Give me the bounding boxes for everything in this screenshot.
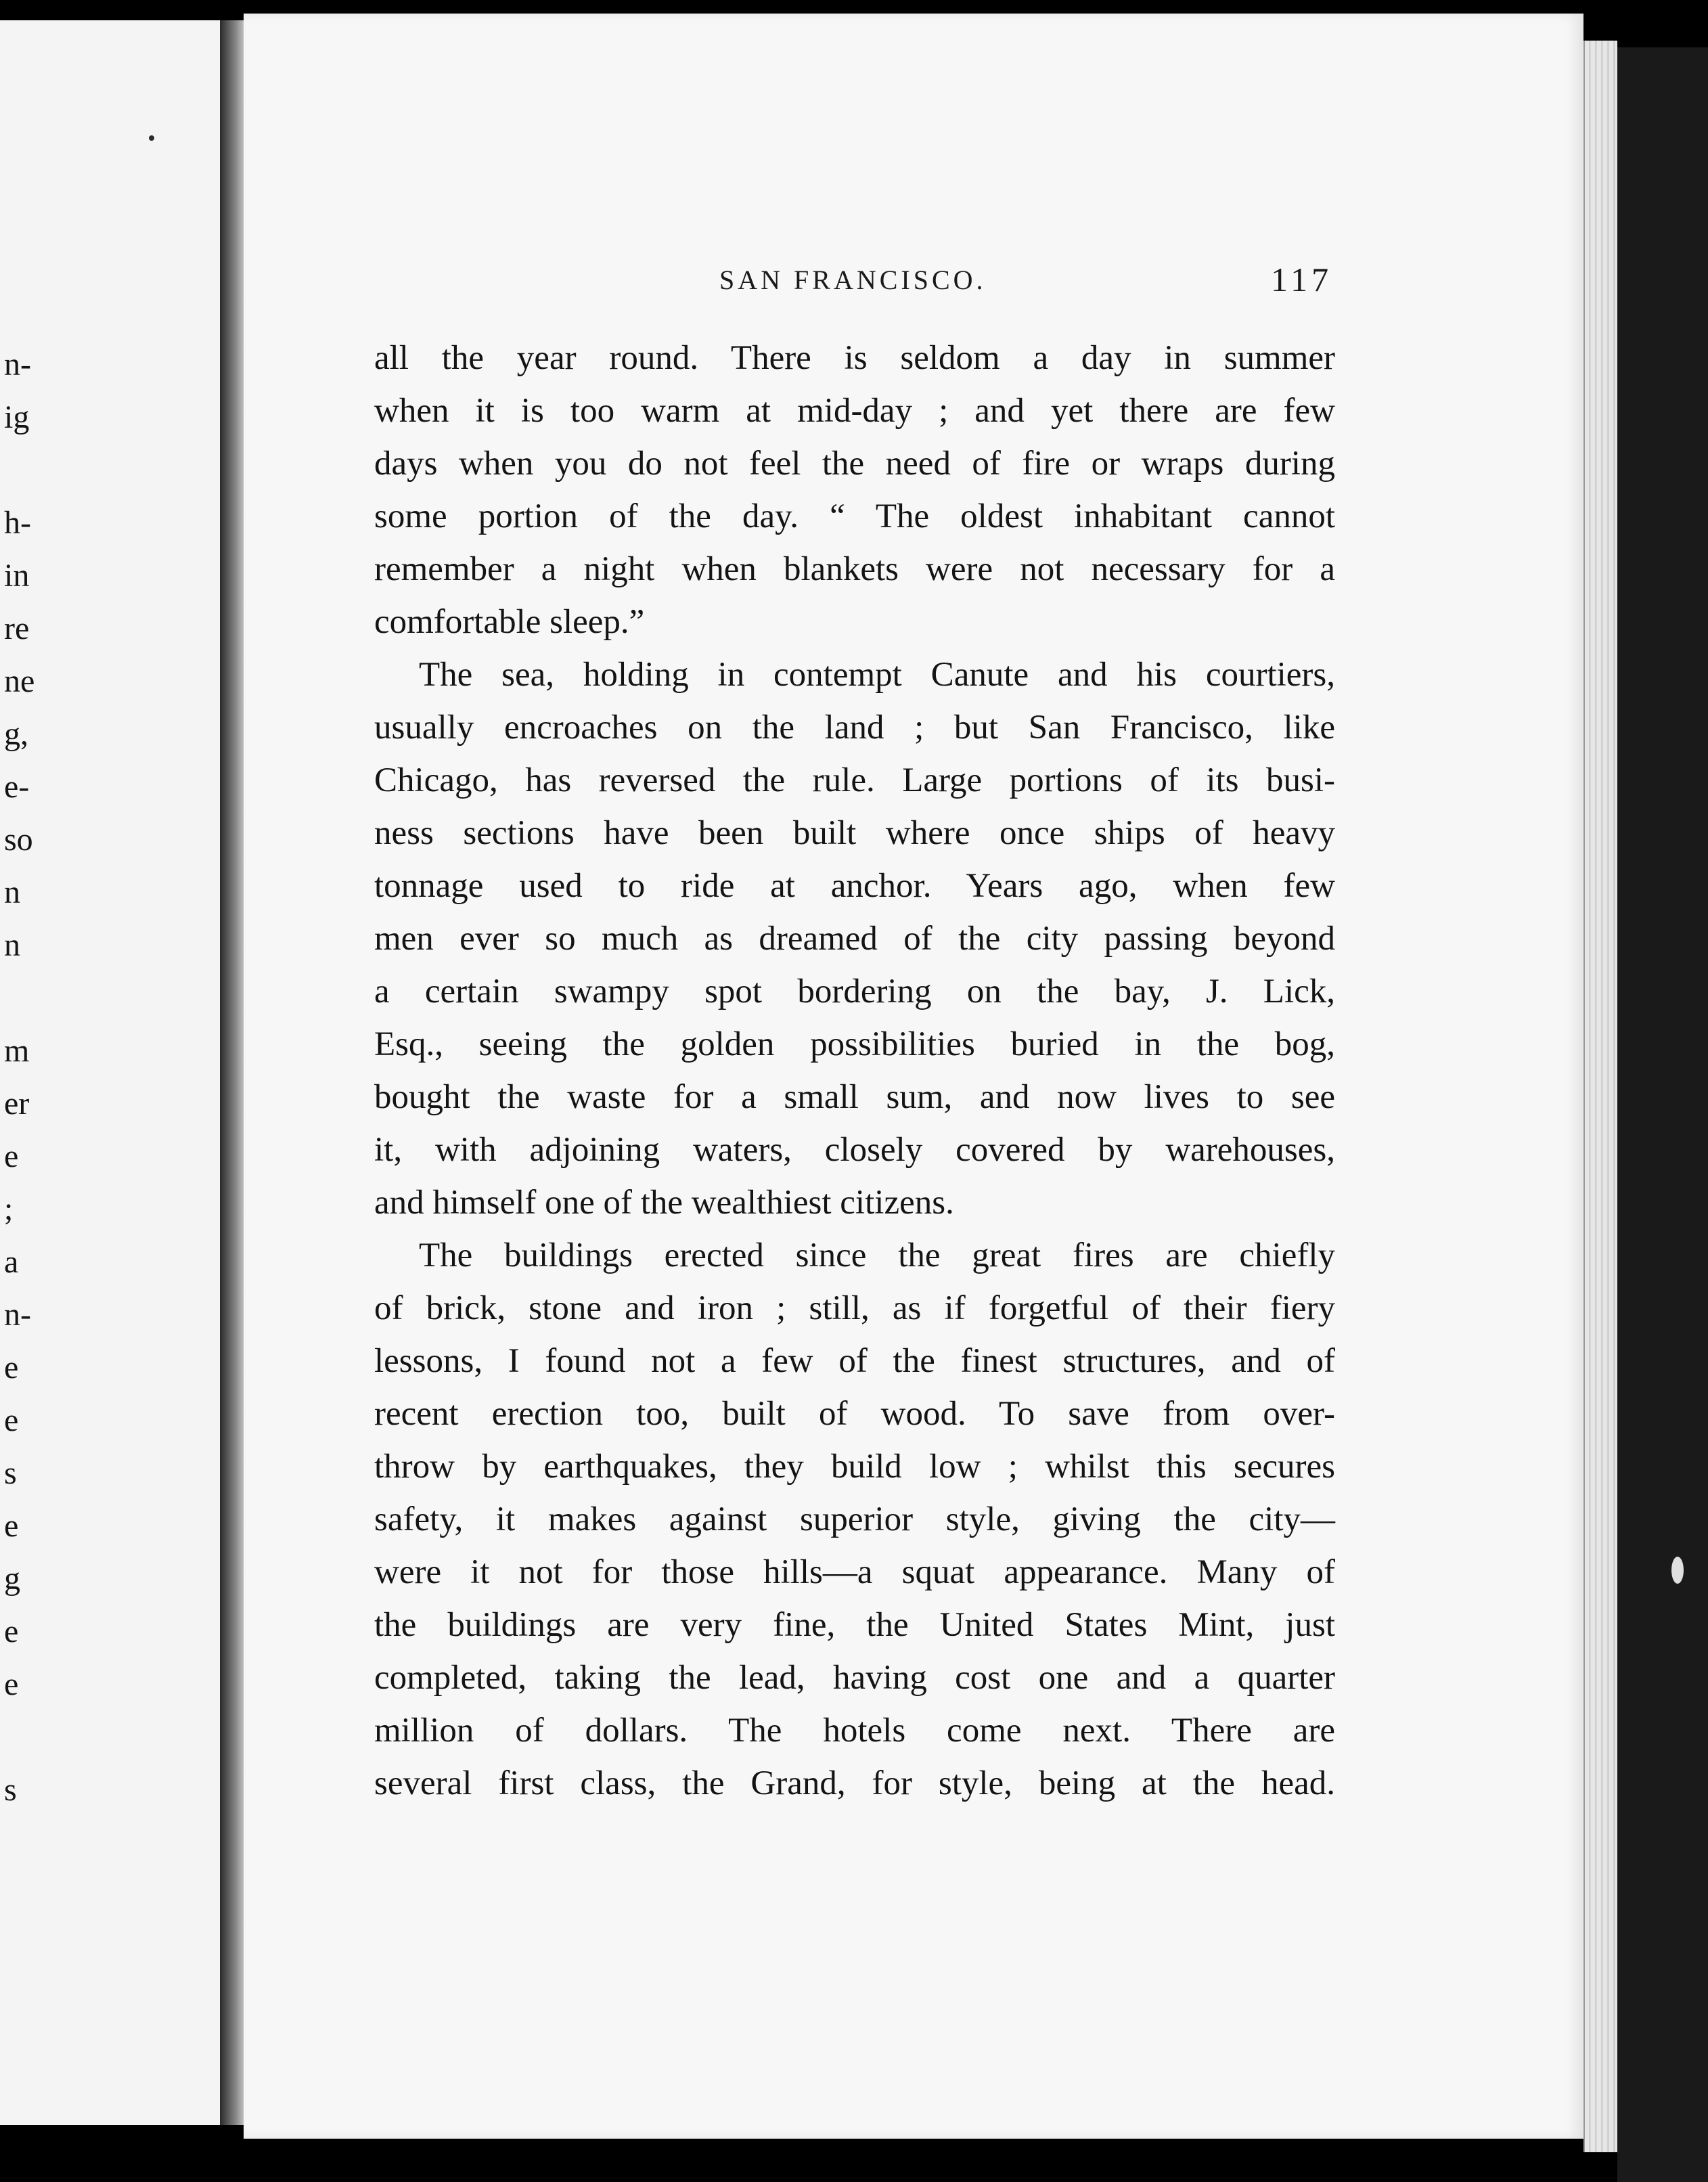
text-line: usually encroaches on the land ; but San Francisco, like <box>374 709 1335 747</box>
left-fragment: e <box>4 1138 19 1174</box>
left-fragment: e <box>4 1613 19 1649</box>
left-fragment: e- <box>4 769 30 805</box>
text-line: throw by earthquakes, they build low ; whilst this secures <box>374 1448 1335 1486</box>
left-fragment: m <box>4 1033 30 1069</box>
book-gutter <box>220 20 247 2125</box>
text-line: when it is too warm at mid-day ; and yet there are few <box>374 392 1335 430</box>
page-edge-stack <box>1583 41 1617 2152</box>
text-line: some portion of the day. “ The oldest inhabitant cannot <box>374 497 1335 535</box>
text-line: tonnage used to ride at anchor. Years ago, when few <box>374 867 1335 905</box>
text-line: The buildings erected since the great fires are chiefly <box>419 1237 1335 1274</box>
scan-speck <box>149 135 154 141</box>
text-line: Esq., seeing the golden possibilities buried in the bog, <box>374 1025 1335 1063</box>
text-line: lessons, I found not a few of the finest structures, and of <box>374 1342 1335 1380</box>
text-line: of brick, stone and iron ; still, as if forgetful of their fiery <box>374 1289 1335 1327</box>
left-fragment: e <box>4 1666 19 1702</box>
text-line: ness sections have been built where once ships of heavy <box>374 814 1335 852</box>
text-line: a certain swampy spot bordering on the bay, J. Lick, <box>374 973 1335 1010</box>
text-line: safety, it makes against superior style, giving the city— <box>374 1500 1335 1538</box>
left-fragment: n- <box>4 347 31 382</box>
text-line: men ever so much as dreamed of the city passing beyond <box>374 920 1335 958</box>
left-fragment <box>4 972 35 1025</box>
text-line: days when you do not feel the need of fire or wraps during <box>374 445 1335 483</box>
left-fragment: er <box>4 1086 30 1121</box>
left-fragment: in <box>4 558 30 594</box>
left-facing-page <box>0 20 222 2125</box>
left-fragment: n <box>4 927 20 963</box>
left-fragment: n- <box>4 1297 31 1333</box>
text-line: completed, taking the lead, having cost one and a quarter <box>374 1659 1335 1697</box>
page-number: 117 <box>1271 261 1333 298</box>
left-fragment: h- <box>4 505 31 541</box>
text-line: comfortable sleep.” <box>374 603 645 641</box>
left-fragment: so <box>4 822 33 858</box>
text-line: recent erection too, built of wood. To save from over- <box>374 1395 1335 1433</box>
text-line: million of dollars. The hotels come next. There are <box>374 1712 1335 1750</box>
text-line: the buildings are very fine, the United States Mint, just <box>374 1606 1335 1644</box>
left-fragment: a <box>4 1244 19 1280</box>
book-cover-edge <box>1617 47 1708 2182</box>
left-fragment: re <box>4 610 30 646</box>
left-fragment: g <box>4 1561 20 1597</box>
text-line: bought the waste for a small sum, and now lives to see <box>374 1078 1335 1116</box>
left-fragment: g, <box>4 716 28 752</box>
left-fragment: e <box>4 1350 19 1385</box>
scan-speck <box>1671 1557 1684 1584</box>
left-fragment <box>4 1711 35 1764</box>
text-line: several first class, the Grand, for style, being at the head. <box>374 1764 1335 1802</box>
running-head: SAN FRANCISCO. <box>719 265 987 295</box>
left-fragment: e <box>4 1508 19 1544</box>
body-text <box>374 332 1335 1810</box>
left-fragment: e <box>4 1402 19 1438</box>
text-line: and himself one of the wealthiest citizens. <box>374 1184 954 1222</box>
text-line: were it not for those hills—a squat appearance. Many of <box>374 1553 1335 1591</box>
left-fragment: s <box>4 1455 17 1491</box>
left-fragment: ne <box>4 663 35 699</box>
left-fragment: ; <box>4 1191 14 1227</box>
text-line: The sea, holding in contempt Canute and his courtiers, <box>419 656 1335 694</box>
left-fragment: n <box>4 874 20 910</box>
text-line: all the year round. There is seldom a day in summer <box>374 339 1335 377</box>
left-fragment: s <box>4 1772 17 1808</box>
left-fragment <box>4 444 35 497</box>
text-line: it, with adjoining waters, closely covered by warehouses, <box>374 1131 1335 1169</box>
text-line: Chicago, has reversed the rule. Large portions of its busi- <box>374 761 1335 799</box>
left-page-text-fragments <box>4 338 35 1817</box>
left-fragment: ig <box>4 399 30 435</box>
text-line: remember a night when blankets were not necessary for a <box>374 550 1335 588</box>
